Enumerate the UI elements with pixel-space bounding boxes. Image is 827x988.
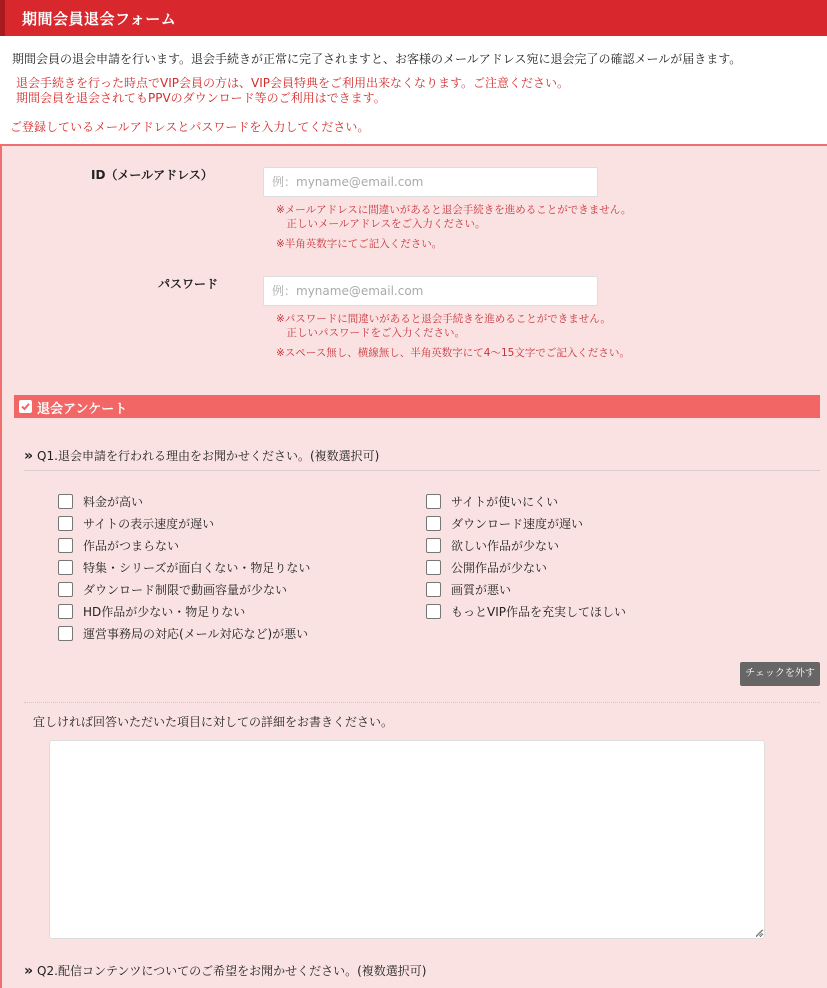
id-email-input[interactable] (263, 167, 598, 197)
resize-grip-icon[interactable] (754, 928, 763, 937)
notice-line-vip: 退会手続きを行った時点でVIP会員の方は、VIP会員特典をご利用出来なくなります。ご注意ください。 (16, 76, 570, 90)
checkbox[interactable] (426, 582, 441, 597)
checkbox[interactable] (58, 494, 73, 509)
id-hint-line: ※半角英数字にてご記入ください。 (276, 238, 443, 250)
option-label: ダウンロード速度が遅い (451, 516, 584, 531)
option-label: 運営事務局の対応(メール対応など)が悪い (83, 626, 309, 641)
option-label: 画質が悪い (451, 582, 512, 597)
double-chevron-right-icon: » (24, 448, 34, 464)
checkbox[interactable] (58, 626, 73, 641)
checkbox[interactable] (426, 538, 441, 553)
intro-text: 期間会員の退会申請を行います。退会手続きが正常に完了されますと、お客様のメールアドレス宛に退会完了の確認メールが届きます。 (12, 52, 742, 66)
password-label: パスワード (158, 277, 219, 291)
notice-block (16, 76, 569, 106)
id-hint-line: 正しいメールアドレスをご入力ください。 (276, 218, 486, 230)
option-site-slow[interactable] (58, 514, 214, 532)
option-download-limit[interactable] (58, 580, 287, 598)
option-price-high[interactable] (58, 492, 143, 510)
page-title: 期間会員退会フォーム (22, 10, 177, 28)
option-hard-to-use[interactable] (426, 492, 558, 510)
option-few-wanted[interactable] (426, 536, 559, 554)
checkbox[interactable] (426, 560, 441, 575)
option-label: 公開作品が少ない (451, 560, 548, 575)
password-hint-line: ※パスワードに間違いがあると退会手続きを進めることができません。 (276, 313, 611, 325)
option-label: 料金が高い (83, 494, 144, 509)
password-input[interactable] (263, 276, 598, 306)
option-label: ダウンロード制限で動画容量が少ない (83, 582, 288, 597)
divider (24, 702, 820, 703)
q1-heading (24, 447, 379, 464)
checkbox[interactable] (58, 538, 73, 553)
q2-heading (24, 962, 426, 979)
option-boring-content[interactable] (58, 536, 179, 554)
password-hint (276, 312, 630, 360)
option-label: サイトが使いにくい (451, 494, 559, 509)
divider (24, 470, 820, 471)
password-hint-line: ※スペース無し、横線無し、半角英数字にて4～15文字でご記入ください。 (276, 347, 630, 359)
notice-line-ppv: 期間会員を退会されてもPPVのダウンロード等のご利用はできます。 (16, 91, 386, 105)
id-hint-line: ※メールアドレスに間違いがあると退会手続きを進めることができません。 (276, 204, 632, 216)
checkbox[interactable] (58, 604, 73, 619)
option-more-vip[interactable] (426, 602, 626, 620)
checkbox[interactable] (58, 516, 73, 531)
survey-title: 退会アンケート (37, 402, 128, 417)
q1-text: Q1.退会申請を行われる理由をお聞かせください。(複数選択可) (37, 449, 380, 463)
checkbox[interactable] (426, 494, 441, 509)
checkbox-checked-icon (19, 400, 32, 413)
option-label: 欲しい作品が少ない (451, 538, 560, 553)
q2-text: Q2.配信コンテンツについてのご希望をお聞かせください。(複数選択可) (37, 964, 427, 978)
checkbox[interactable] (58, 582, 73, 597)
option-support-poor[interactable] (58, 624, 308, 642)
option-label: サイトの表示速度が遅い (83, 516, 215, 531)
option-label: もっとVIP作品を充実してほしい (451, 604, 626, 619)
option-bad-quality[interactable] (426, 580, 511, 598)
id-label: ID（メールアドレス） (91, 168, 213, 182)
option-features-unsatisfying[interactable] (58, 558, 310, 576)
id-hint (276, 203, 631, 251)
header-bar (0, 0, 827, 36)
option-label: 作品がつまらない (83, 538, 180, 553)
password-hint-line: 正しいパスワードをご入力ください。 (276, 327, 465, 339)
detail-textarea[interactable] (49, 740, 765, 939)
checkbox[interactable] (426, 516, 441, 531)
detail-label: 宜しければ回答いただいた項目に対しての詳細をお書きください。 (33, 715, 394, 729)
double-chevron-right-icon: » (24, 963, 34, 979)
option-few-published[interactable] (426, 558, 547, 576)
credentials-prompt: ご登録しているメールアドレスとパスワードを入力してください。 (10, 120, 370, 134)
clear-checks-button[interactable]: チェックを外す (740, 662, 820, 686)
checkbox[interactable] (58, 560, 73, 575)
option-label: HD作品が少ない・物足りない (83, 604, 246, 619)
survey-header (14, 395, 820, 418)
option-few-hd[interactable] (58, 602, 245, 620)
checkbox[interactable] (426, 604, 441, 619)
option-download-slow[interactable] (426, 514, 583, 532)
option-label: 特集・シリーズが面白くない・物足りない (83, 560, 311, 575)
